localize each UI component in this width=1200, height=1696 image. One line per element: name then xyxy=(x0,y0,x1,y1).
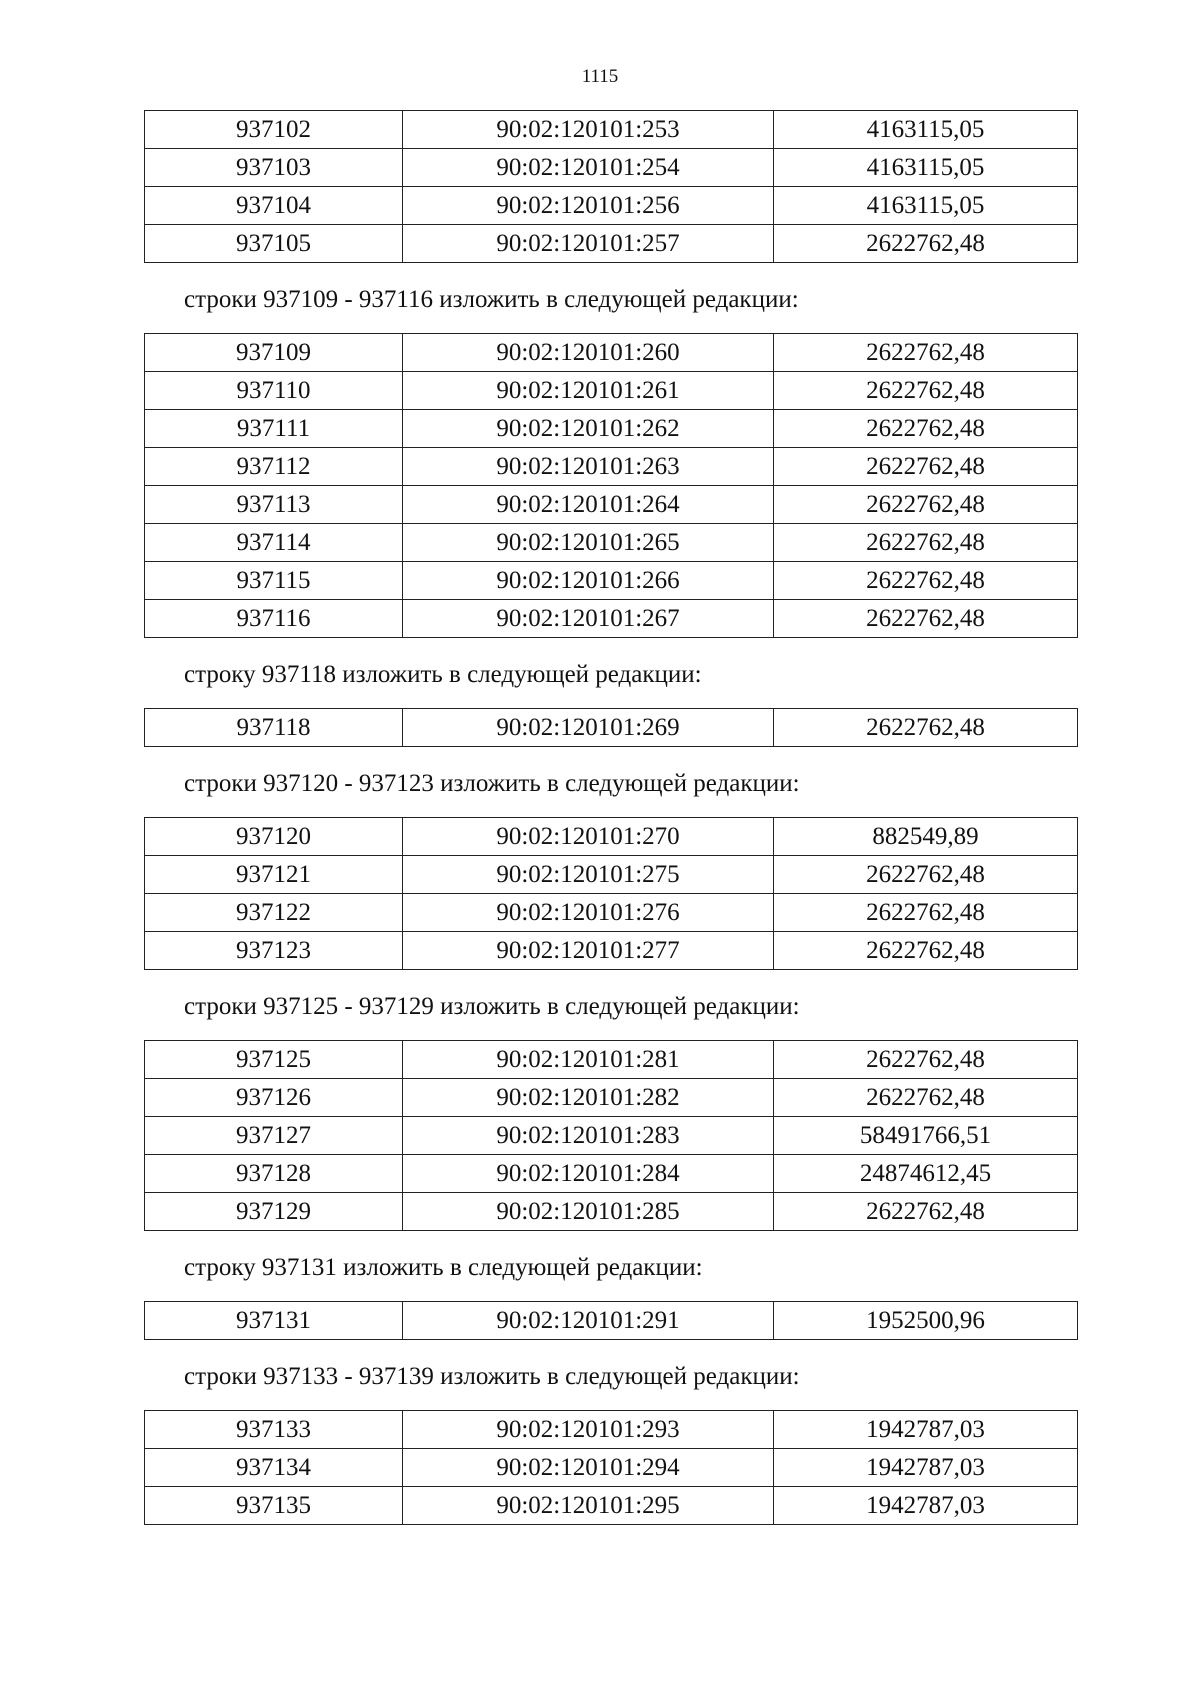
cadastral-number-cell: 90:02:120101:291 xyxy=(403,1302,774,1340)
table-row xyxy=(145,1193,1078,1231)
value-cell: 2622762,48 xyxy=(774,524,1078,562)
value-cell: 4163115,05 xyxy=(774,187,1078,225)
data-table xyxy=(144,708,1078,747)
value-cell: 2622762,48 xyxy=(774,448,1078,486)
cadastral-number-cell: 90:02:120101:284 xyxy=(403,1155,774,1193)
cadastral-number-cell: 90:02:120101:281 xyxy=(403,1041,774,1079)
value-cell: 2622762,48 xyxy=(774,856,1078,894)
page-number: 1115 xyxy=(581,66,619,87)
row-number-cell: 937115 xyxy=(145,562,403,600)
value-cell: 4163115,05 xyxy=(774,111,1078,149)
table-row xyxy=(145,225,1078,263)
table-row xyxy=(145,709,1078,747)
table-row xyxy=(145,448,1078,486)
table-row xyxy=(145,894,1078,932)
amendment-instruction: строки 937125 - 937129 изложить в следующей редакции: xyxy=(184,993,800,1020)
table-row xyxy=(145,187,1078,225)
row-number-cell: 937134 xyxy=(145,1449,403,1487)
cadastral-number-cell: 90:02:120101:283 xyxy=(403,1117,774,1155)
table-row xyxy=(145,1411,1078,1449)
amendment-section xyxy=(0,660,1200,747)
cadastral-number-cell: 90:02:120101:253 xyxy=(403,111,774,149)
row-number-cell: 937112 xyxy=(145,448,403,486)
row-number-cell: 937133 xyxy=(145,1411,403,1449)
amendment-instruction: строки 937109 - 937116 изложить в следующей редакции: xyxy=(184,286,799,313)
amendment-section xyxy=(0,110,1200,263)
cadastral-number-cell: 90:02:120101:256 xyxy=(403,187,774,225)
table-row xyxy=(145,1155,1078,1193)
data-table xyxy=(144,333,1078,638)
row-number-cell: 937122 xyxy=(145,894,403,932)
value-cell: 1942787,03 xyxy=(774,1411,1078,1449)
cadastral-number-cell: 90:02:120101:277 xyxy=(403,932,774,970)
table-row xyxy=(145,1449,1078,1487)
row-number-cell: 937111 xyxy=(145,410,403,448)
row-number-cell: 937113 xyxy=(145,486,403,524)
row-number-cell: 937114 xyxy=(145,524,403,562)
row-number-cell: 937123 xyxy=(145,932,403,970)
value-cell: 24874612,45 xyxy=(774,1155,1078,1193)
cadastral-number-cell: 90:02:120101:263 xyxy=(403,448,774,486)
document-body xyxy=(0,110,1200,1525)
value-cell: 2622762,48 xyxy=(774,932,1078,970)
data-table xyxy=(144,1301,1078,1340)
value-cell: 4163115,05 xyxy=(774,149,1078,187)
table-row xyxy=(145,818,1078,856)
cadastral-number-cell: 90:02:120101:260 xyxy=(403,334,774,372)
cadastral-number-cell: 90:02:120101:265 xyxy=(403,524,774,562)
cadastral-number-cell: 90:02:120101:266 xyxy=(403,562,774,600)
table-row xyxy=(145,562,1078,600)
value-cell: 1952500,96 xyxy=(774,1302,1078,1340)
cadastral-number-cell: 90:02:120101:282 xyxy=(403,1079,774,1117)
value-cell: 2622762,48 xyxy=(774,372,1078,410)
cadastral-number-cell: 90:02:120101:254 xyxy=(403,149,774,187)
table-row xyxy=(145,410,1078,448)
row-number-cell: 937109 xyxy=(145,334,403,372)
value-cell: 2622762,48 xyxy=(774,225,1078,263)
amendment-section xyxy=(0,285,1200,638)
table-row xyxy=(145,932,1078,970)
value-cell: 1942787,03 xyxy=(774,1487,1078,1525)
data-table xyxy=(144,1040,1078,1231)
cadastral-number-cell: 90:02:120101:270 xyxy=(403,818,774,856)
amendment-section xyxy=(0,1362,1200,1525)
row-number-cell: 937121 xyxy=(145,856,403,894)
value-cell: 882549,89 xyxy=(774,818,1078,856)
value-cell: 58491766,51 xyxy=(774,1117,1078,1155)
amendment-section xyxy=(0,769,1200,970)
table-row xyxy=(145,1487,1078,1525)
row-number-cell: 937102 xyxy=(145,111,403,149)
cadastral-number-cell: 90:02:120101:275 xyxy=(403,856,774,894)
amendment-section xyxy=(0,1253,1200,1340)
row-number-cell: 937129 xyxy=(145,1193,403,1231)
table-row xyxy=(145,856,1078,894)
table-row xyxy=(145,149,1078,187)
amendment-section xyxy=(0,992,1200,1231)
amendment-instruction: строки 937120 - 937123 изложить в следующей редакции: xyxy=(184,770,800,797)
cadastral-number-cell: 90:02:120101:285 xyxy=(403,1193,774,1231)
amendment-instruction: строку 937118 изложить в следующей редакции: xyxy=(184,661,702,688)
table-row xyxy=(145,1117,1078,1155)
cadastral-number-cell: 90:02:120101:262 xyxy=(403,410,774,448)
value-cell: 2622762,48 xyxy=(774,600,1078,638)
value-cell: 2622762,48 xyxy=(774,709,1078,747)
table-row xyxy=(145,111,1078,149)
row-number-cell: 937125 xyxy=(145,1041,403,1079)
table-row xyxy=(145,600,1078,638)
amendment-instruction: строки 937133 - 937139 изложить в следующей редакции: xyxy=(184,1363,800,1390)
table-row xyxy=(145,334,1078,372)
cadastral-number-cell: 90:02:120101:267 xyxy=(403,600,774,638)
table-row xyxy=(145,1302,1078,1340)
row-number-cell: 937135 xyxy=(145,1487,403,1525)
row-number-cell: 937128 xyxy=(145,1155,403,1193)
data-table xyxy=(144,110,1078,263)
cadastral-number-cell: 90:02:120101:269 xyxy=(403,709,774,747)
value-cell: 2622762,48 xyxy=(774,334,1078,372)
row-number-cell: 937127 xyxy=(145,1117,403,1155)
row-number-cell: 937104 xyxy=(145,187,403,225)
cadastral-number-cell: 90:02:120101:276 xyxy=(403,894,774,932)
cadastral-number-cell: 90:02:120101:294 xyxy=(403,1449,774,1487)
row-number-cell: 937116 xyxy=(145,600,403,638)
table-row xyxy=(145,1041,1078,1079)
value-cell: 2622762,48 xyxy=(774,562,1078,600)
value-cell: 1942787,03 xyxy=(774,1449,1078,1487)
cadastral-number-cell: 90:02:120101:261 xyxy=(403,372,774,410)
row-number-cell: 937131 xyxy=(145,1302,403,1340)
table-row xyxy=(145,486,1078,524)
value-cell: 2622762,48 xyxy=(774,1079,1078,1117)
data-table xyxy=(144,1410,1078,1525)
table-row xyxy=(145,524,1078,562)
cadastral-number-cell: 90:02:120101:293 xyxy=(403,1411,774,1449)
table-row xyxy=(145,1079,1078,1117)
value-cell: 2622762,48 xyxy=(774,486,1078,524)
row-number-cell: 937120 xyxy=(145,818,403,856)
table-row xyxy=(145,372,1078,410)
row-number-cell: 937103 xyxy=(145,149,403,187)
row-number-cell: 937126 xyxy=(145,1079,403,1117)
data-table xyxy=(144,817,1078,970)
row-number-cell: 937110 xyxy=(145,372,403,410)
value-cell: 2622762,48 xyxy=(774,894,1078,932)
row-number-cell: 937105 xyxy=(145,225,403,263)
row-number-cell: 937118 xyxy=(145,709,403,747)
value-cell: 2622762,48 xyxy=(774,410,1078,448)
cadastral-number-cell: 90:02:120101:295 xyxy=(403,1487,774,1525)
amendment-instruction: строку 937131 изложить в следующей редакции: xyxy=(184,1254,703,1281)
cadastral-number-cell: 90:02:120101:257 xyxy=(403,225,774,263)
cadastral-number-cell: 90:02:120101:264 xyxy=(403,486,774,524)
value-cell: 2622762,48 xyxy=(774,1193,1078,1231)
value-cell: 2622762,48 xyxy=(774,1041,1078,1079)
